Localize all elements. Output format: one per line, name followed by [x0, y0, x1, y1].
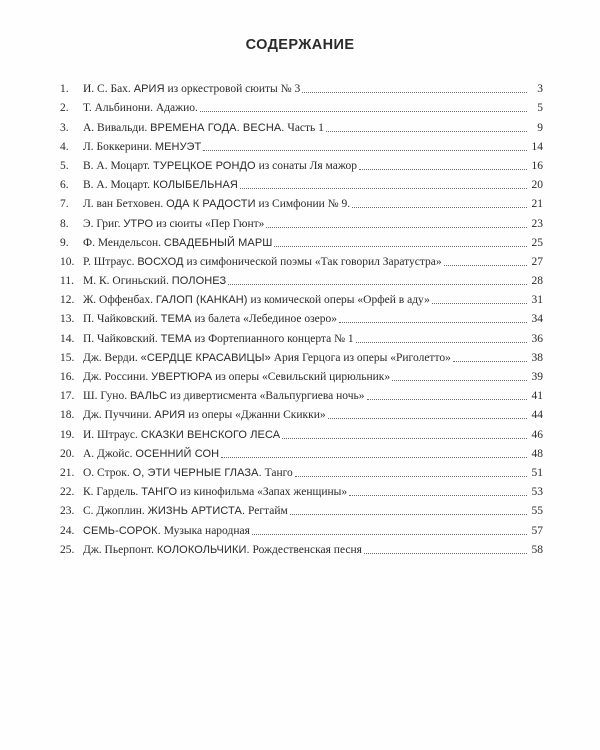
toc-entry-subtitle: из Фортепианного концерта № 1 [194, 332, 354, 345]
toc-entry [60, 538, 543, 557]
toc-entry-page-number: 25 [531, 236, 543, 249]
toc-entry-title [83, 121, 324, 135]
toc-entry-work: ГАЛОП (КАНКАН) [155, 294, 248, 307]
toc-entry [60, 365, 543, 384]
toc-entry-number: 25. [60, 543, 75, 556]
toc-entry-page-number: 39 [531, 371, 543, 383]
toc-entry-title [83, 217, 264, 231]
toc-entry-subtitle: из сюиты «Пер Гюнт» [155, 217, 265, 230]
toc-entry-subtitle: Часть 1 [287, 121, 324, 134]
dot-leader [295, 475, 527, 477]
dot-leader [328, 417, 527, 419]
toc-entry [60, 307, 543, 326]
toc-entry [60, 384, 543, 403]
toc-entry-title [83, 389, 365, 403]
toc-entry-page-number: 9 [537, 121, 543, 134]
toc-entry-author: П. Чайковский. [83, 332, 158, 345]
toc-entry-author: Р. Штраус. [83, 255, 135, 268]
toc-entry-author: В. А. Моцарт. [83, 179, 151, 192]
toc-entry-author: И. С. Бах. [83, 83, 131, 96]
toc-entry [60, 480, 543, 499]
toc-entry-work: ПОЛОНЕЗ [171, 275, 227, 288]
toc-entry-subtitle: из Симфонии № 9. [258, 198, 351, 211]
toc-entry-page-number: 38 [531, 351, 543, 364]
toc-entry-number: 12. [60, 294, 75, 307]
toc-entry-author: Дж. Пьерпонт. [83, 543, 155, 556]
toc-entry-subtitle: из кинофильма «Запах женщины» [180, 486, 348, 499]
toc-entry [60, 403, 543, 422]
toc-entry-subtitle: Адажио. [155, 102, 198, 115]
dot-leader [203, 149, 527, 151]
toc-entry-number: 6. [60, 179, 69, 192]
dot-leader [221, 456, 527, 458]
dot-leader [432, 302, 527, 304]
toc-entry-work: УВЕРТЮРА [151, 371, 213, 383]
toc-entry-work: ОСЕННИЙ СОН [135, 447, 220, 460]
toc-entry-page-number: 16 [531, 159, 543, 172]
dot-leader [282, 437, 527, 439]
toc-entry-author: П. Чайковский. [83, 313, 158, 326]
toc-entry [60, 173, 543, 192]
toc-entry-author: Т. Альбинони. [83, 102, 154, 115]
toc-entry-work: МЕНУЭТ [154, 140, 202, 153]
toc-entry-title [83, 447, 219, 461]
toc-entry-work: СВАДЕБНЫЙ МАРШ [163, 236, 273, 249]
toc-entry [60, 154, 543, 173]
toc-entry-title [83, 466, 293, 480]
toc-entry-subtitle: Ария Герцога из оперы «Риголетто» [273, 351, 451, 364]
toc-entry-number: 10. [60, 255, 75, 268]
toc-entry-page-number: 46 [531, 428, 543, 441]
toc-entry-number: 1. [60, 83, 69, 96]
toc-entry-title [83, 101, 198, 115]
toc-entry-title [83, 236, 272, 250]
toc-entry-work: ВАЛЬС [129, 390, 168, 403]
toc-entry-author: Дж. Россини. [83, 371, 149, 383]
toc-entry-number: 2. [60, 102, 69, 115]
toc-entry-subtitle: из оперы «Джанни Скикки» [188, 409, 326, 422]
toc-entry-author: Ф. Мендельсон. [83, 236, 161, 249]
toc-entry-page-number: 31 [531, 294, 543, 307]
toc-entry-page-number: 41 [531, 390, 543, 403]
toc-entry-work: ВРЕМЕНА ГОДА. ВЕСНА. [150, 121, 285, 134]
toc-entry-title [83, 332, 354, 346]
toc-entry-subtitle: Рождественская песня [252, 543, 362, 556]
toc-entry-number: 9. [60, 236, 69, 249]
toc-entry-author: К. Гардель. [83, 486, 139, 499]
page-title: СОДЕРЖАНИЕ [245, 37, 355, 53]
toc-entry-subtitle: из оперы «Севильский цирюльник» [215, 371, 391, 383]
toc-entry [60, 269, 543, 288]
dot-leader [290, 513, 527, 515]
toc-entry-page-number: 53 [531, 486, 543, 499]
dot-leader [302, 91, 527, 93]
toc-entry-page-number: 5 [537, 102, 543, 115]
toc-entry-number: 11. [60, 275, 74, 288]
toc-entry-number: 18. [60, 409, 75, 422]
toc-entry [60, 96, 543, 115]
toc-entry [60, 231, 543, 250]
toc-entry-title [83, 312, 337, 326]
toc-entry-number: 13. [60, 313, 75, 326]
toc-entry-title [83, 543, 362, 557]
toc-entry-author: А. Вивальди. [83, 121, 148, 134]
toc-entry-title [83, 274, 226, 288]
toc-entry-number: 5. [60, 159, 69, 172]
toc-entry-subtitle: Регтайм [247, 505, 288, 518]
dot-leader [252, 533, 527, 535]
toc-entry [60, 422, 543, 441]
toc-entry-work: ВОСХОД [137, 255, 184, 268]
toc-entry-subtitle: из оркестровой сюиты № 3 [167, 83, 301, 96]
toc-entry-page-number: 28 [531, 275, 543, 288]
toc-entry-work: СЕМЬ-СОРОК. [83, 524, 161, 537]
toc-entry-title [83, 370, 390, 384]
toc-entry-subtitle: из дивертисмента «Вальпургиева ночь» [170, 390, 365, 403]
toc-entry-number: 24. [60, 524, 75, 537]
dot-leader [367, 398, 527, 400]
toc-entry-subtitle: Танго [264, 466, 293, 479]
toc-entry [60, 326, 543, 345]
toc-entry-author: Дж. Пуччини. [83, 409, 152, 422]
toc-entry [60, 192, 543, 211]
dot-leader [364, 552, 527, 554]
toc-entry-title [83, 255, 442, 269]
toc-entry [60, 211, 543, 230]
toc-entry-work: АРИЯ [154, 409, 186, 422]
toc-entry-page-number: 55 [531, 505, 543, 518]
toc-entry-number: 15. [60, 351, 75, 364]
toc-entry-page-number: 58 [531, 543, 543, 556]
toc-entry-number: 17. [60, 390, 75, 403]
toc-entry-work: ЖИЗНЬ АРТИСТА. [147, 505, 246, 518]
toc-entry-author: О. Строк. [83, 466, 130, 479]
dot-leader [392, 379, 527, 381]
dot-leader [200, 110, 527, 112]
toc-entry-title [83, 82, 300, 96]
toc-entry-author: Ш. Гуно. [83, 390, 128, 403]
table-of-contents [60, 77, 543, 557]
toc-entry-page-number: 48 [531, 447, 543, 460]
dot-leader [356, 341, 527, 343]
dot-leader [228, 283, 527, 285]
toc-entry-title [83, 504, 288, 518]
toc-entry-number: 21. [60, 466, 75, 479]
toc-entry [60, 346, 543, 365]
dot-leader [274, 245, 527, 247]
toc-entry-page-number: 20 [531, 179, 543, 192]
toc-entry-work: ТУРЕЦКОЕ РОНДО [152, 159, 256, 172]
toc-entry-work: КОЛЫБЕЛЬНАЯ [152, 179, 238, 192]
toc-entry-page-number: 34 [531, 313, 543, 326]
toc-entry-page-number: 57 [531, 524, 543, 537]
toc-entry [60, 499, 543, 518]
dot-leader [352, 206, 527, 208]
toc-entry-work: ОДА К РАДОСТИ [166, 198, 256, 211]
toc-entry-work: ТЕМА [160, 313, 192, 326]
toc-entry-number: 20. [60, 447, 75, 460]
toc-entry [60, 288, 543, 307]
toc-entry [60, 461, 543, 480]
toc-entry [60, 250, 543, 269]
toc-entry-author: А. Джойс. [83, 447, 133, 460]
toc-entry-work: СКАЗКИ ВЕНСКОГО ЛЕСА [140, 428, 281, 441]
toc-entry-title [83, 197, 350, 211]
toc-entry-author: Л. ван Бетховен. [83, 198, 164, 211]
toc-entry-subtitle: из симфонической поэмы «Так говорил Заратустра» [186, 255, 442, 268]
toc-entry [60, 115, 543, 134]
toc-entry-page-number: 44 [531, 409, 543, 422]
toc-entry-author: Л. Боккерини. [83, 140, 152, 153]
toc-entry-number: 19. [60, 428, 75, 441]
toc-entry-page-number: 27 [531, 255, 543, 268]
toc-entry [60, 442, 543, 461]
toc-entry-number: 16. [60, 371, 75, 383]
toc-entry-page-number: 21 [531, 198, 543, 211]
toc-entry-work: О, ЭТИ ЧЕРНЫЕ ГЛАЗА. [132, 466, 262, 479]
toc-entry-page-number: 14 [531, 140, 543, 153]
toc-entry-author: Дж. Верди. [83, 351, 138, 364]
toc-entry-subtitle: Музыка народная [163, 524, 250, 537]
dot-leader [359, 168, 527, 170]
toc-entry-subtitle: из сонаты Ля мажор [258, 159, 358, 172]
toc-entry-title [83, 428, 280, 442]
toc-entry-work: ТЕМА [160, 332, 192, 345]
toc-entry [60, 135, 543, 154]
toc-entry-author: М. К. Огиньский. [83, 275, 169, 288]
dot-leader [349, 494, 527, 496]
toc-entry-work: АРИЯ [133, 83, 165, 96]
toc-entry-title [83, 524, 250, 538]
dot-leader [240, 187, 527, 189]
toc-entry-page-number: 36 [531, 332, 543, 345]
toc-entry-work: «СЕРДЦЕ КРАСАВИЦЫ» [140, 351, 271, 364]
toc-entry-work: КОЛОКОЛЬЧИКИ. [156, 543, 250, 556]
toc-entry-number: 3. [60, 121, 69, 134]
dot-leader [266, 226, 527, 228]
dot-leader [444, 264, 527, 266]
toc-entry-title [83, 293, 430, 307]
toc-entry-title [83, 351, 451, 365]
toc-entry-author: С. Джоплин. [83, 505, 145, 518]
toc-entry-number: 23. [60, 505, 75, 518]
toc-entry-title [83, 485, 347, 499]
toc-entry-title [83, 140, 201, 154]
toc-entry-page-number: 3 [537, 83, 543, 96]
toc-entry-number: 14. [60, 332, 75, 345]
toc-entry-subtitle: из комической оперы «Орфей в аду» [250, 294, 430, 307]
toc-entry-title [83, 178, 238, 192]
dot-leader [339, 321, 527, 323]
toc-entry-page-number: 51 [531, 466, 543, 479]
toc-entry-author: Э. Григ. [83, 217, 121, 230]
toc-entry-page-number: 23 [531, 217, 543, 230]
toc-entry-number: 8. [60, 217, 69, 230]
toc-entry-title [83, 159, 357, 173]
toc-entry-author: В. А. Моцарт. [83, 159, 151, 172]
toc-entry-work: ТАНГО [141, 486, 178, 499]
toc-entry-number: 7. [60, 198, 69, 211]
toc-entry-work: УТРО [123, 217, 154, 230]
toc-entry [60, 77, 543, 96]
toc-entry-number: 4. [60, 140, 69, 153]
toc-entry-number: 22. [60, 486, 75, 499]
toc-entry [60, 518, 543, 537]
toc-entry-author: Ж. Оффенбах. [83, 294, 154, 307]
toc-entry-subtitle: из балета «Лебединое озеро» [194, 313, 338, 326]
toc-entry-title [83, 408, 326, 422]
dot-leader [453, 360, 527, 362]
toc-entry-author: И. Штраус. [83, 428, 138, 441]
dot-leader [326, 130, 527, 132]
